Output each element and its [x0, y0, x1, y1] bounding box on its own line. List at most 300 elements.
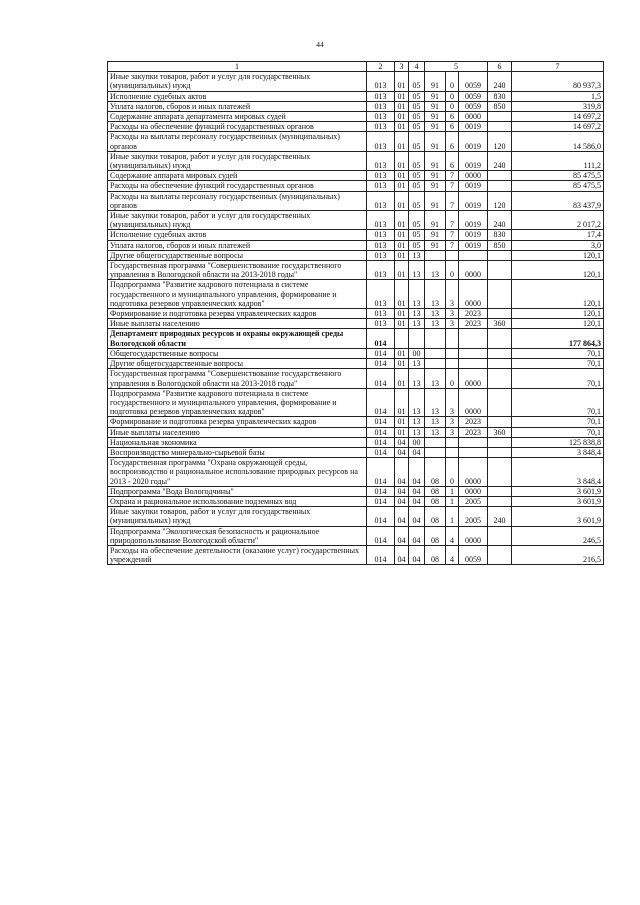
row-expense-type — [488, 171, 512, 181]
row-section-code: 01 — [395, 427, 409, 437]
row-amount: 14 586,0 — [512, 132, 604, 151]
row-subsection-code: 13 — [409, 427, 425, 437]
row-subsection-code: 05 — [409, 101, 425, 111]
row-program-code — [425, 447, 446, 457]
table-row — [108, 191, 604, 210]
row-subsection-code: 13 — [409, 359, 425, 369]
row-admin-code: 013 — [367, 101, 395, 111]
row-subsection-code: 04 — [409, 526, 425, 545]
row-section-code — [395, 329, 409, 348]
row-direction-code: 2023 — [459, 309, 488, 319]
row-amount: 70,1 — [512, 369, 604, 388]
row-admin-code: 014 — [367, 359, 395, 369]
row-admin-code: 014 — [367, 545, 395, 564]
row-subprogram-code: 3 — [446, 427, 459, 437]
row-subprogram-code: 3 — [446, 388, 459, 417]
row-admin-code: 013 — [367, 112, 395, 122]
row-program-code: 91 — [425, 230, 446, 240]
row-subprogram-code: 0 — [446, 91, 459, 101]
row-description: Уплата налогов, сборов и иных платежей — [108, 240, 367, 250]
row-section-code: 01 — [395, 319, 409, 329]
row-subsection-code: 00 — [409, 437, 425, 447]
row-program-code: 91 — [425, 112, 446, 122]
row-direction-code: 0000 — [459, 369, 488, 388]
row-subprogram-code: 7 — [446, 211, 459, 230]
row-subsection-code: 04 — [409, 486, 425, 496]
table-row — [108, 91, 604, 101]
row-expense-type — [488, 261, 512, 280]
row-expense-type — [488, 417, 512, 427]
row-description: Подпрограмма "Вода Вологодчины" — [108, 486, 367, 496]
row-description: Другие общегосударственные вопросы — [108, 359, 367, 369]
row-subprogram-code — [446, 437, 459, 447]
row-expense-type — [488, 359, 512, 369]
row-amount: 120,1 — [512, 280, 604, 309]
row-expense-type — [488, 526, 512, 545]
row-section-code: 01 — [395, 359, 409, 369]
row-subprogram-code — [446, 359, 459, 369]
row-subprogram-code: 3 — [446, 309, 459, 319]
row-subprogram-code: 6 — [446, 132, 459, 151]
row-amount: 111,2 — [512, 151, 604, 170]
row-direction-code: 2005 — [459, 496, 488, 506]
row-description: Иные выплаты населению — [108, 427, 367, 437]
row-subprogram-code: 6 — [446, 112, 459, 122]
row-program-code: 91 — [425, 122, 446, 132]
row-direction-code: 0019 — [459, 122, 488, 132]
row-direction-code: 0019 — [459, 132, 488, 151]
row-program-code: 08 — [425, 507, 446, 526]
row-amount: 70,1 — [512, 388, 604, 417]
row-direction-code: 0019 — [459, 240, 488, 250]
row-section-code: 01 — [395, 72, 409, 91]
row-expense-type: 830 — [488, 230, 512, 240]
table-row — [108, 171, 604, 181]
table-row — [108, 132, 604, 151]
row-expense-type: 240 — [488, 507, 512, 526]
row-program-code: 13 — [425, 319, 446, 329]
row-section-code: 04 — [395, 526, 409, 545]
row-section-code: 01 — [395, 181, 409, 191]
row-expense-type — [488, 280, 512, 309]
row-section-code: 01 — [395, 151, 409, 170]
row-direction-code: 0000 — [459, 486, 488, 496]
row-description: Расходы на выплаты персоналу государственных (муниципальных) органов — [108, 132, 367, 151]
row-program-code: 13 — [425, 261, 446, 280]
row-amount: 3 601,9 — [512, 507, 604, 526]
row-program-code — [425, 329, 446, 348]
row-description: Формирование и подготовка резерва управленческих кадров — [108, 417, 367, 427]
row-direction-code: 0000 — [459, 280, 488, 309]
row-expense-type: 360 — [488, 319, 512, 329]
header-cell: 5 — [425, 62, 488, 72]
row-amount: 14 697,2 — [512, 122, 604, 132]
row-section-code: 04 — [395, 437, 409, 447]
row-section-code: 04 — [395, 486, 409, 496]
row-subsection-code: 05 — [409, 112, 425, 122]
row-direction-code — [459, 348, 488, 358]
row-subprogram-code — [446, 447, 459, 457]
row-subsection-code: 04 — [409, 458, 425, 487]
row-admin-code: 013 — [367, 309, 395, 319]
table-row — [108, 388, 604, 417]
row-expense-type — [488, 329, 512, 348]
row-subprogram-code: 6 — [446, 122, 459, 132]
row-section-code: 01 — [395, 211, 409, 230]
row-admin-code: 014 — [367, 369, 395, 388]
row-program-code: 13 — [425, 309, 446, 319]
row-subsection-code: 13 — [409, 417, 425, 427]
row-section-code: 01 — [395, 369, 409, 388]
table-row — [108, 447, 604, 457]
row-description: Расходы на обеспечение функций государственных органов — [108, 122, 367, 132]
row-expense-type — [488, 447, 512, 457]
row-section-code: 04 — [395, 507, 409, 526]
row-amount: 177 864,3 — [512, 329, 604, 348]
row-direction-code — [459, 250, 488, 260]
row-expense-type: 240 — [488, 211, 512, 230]
row-program-code: 13 — [425, 280, 446, 309]
table-row — [108, 280, 604, 309]
row-admin-code: 014 — [367, 329, 395, 348]
table-row — [108, 369, 604, 388]
row-amount: 3 601,9 — [512, 496, 604, 506]
row-section-code: 01 — [395, 348, 409, 358]
row-direction-code: 0000 — [459, 526, 488, 545]
row-amount: 3 848,4 — [512, 447, 604, 457]
row-section-code: 01 — [395, 240, 409, 250]
row-admin-code: 014 — [367, 458, 395, 487]
row-subsection-code: 05 — [409, 91, 425, 101]
row-direction-code: 2023 — [459, 319, 488, 329]
row-description: Государственная программа "Совершенствование государственного управления в Вологодской области на 2013-2018 годы" — [108, 369, 367, 388]
row-expense-type — [488, 496, 512, 506]
row-admin-code: 014 — [367, 447, 395, 457]
row-admin-code: 014 — [367, 427, 395, 437]
row-admin-code: 014 — [367, 507, 395, 526]
row-expense-type: 360 — [488, 427, 512, 437]
row-direction-code: 0059 — [459, 101, 488, 111]
row-direction-code: 0000 — [459, 171, 488, 181]
row-direction-code: 0019 — [459, 151, 488, 170]
row-direction-code: 0000 — [459, 112, 488, 122]
row-subprogram-code: 0 — [446, 458, 459, 487]
row-description: Иные закупки товаров, работ и услуг для государственных (муниципальных) нужд — [108, 507, 367, 526]
table-row — [108, 496, 604, 506]
row-subsection-code: 05 — [409, 122, 425, 132]
row-program-code: 08 — [425, 545, 446, 564]
row-direction-code: 0019 — [459, 211, 488, 230]
row-description: Подпрограмма "Экологическая безопасность и рациональное природопользование Вологодской области" — [108, 526, 367, 545]
row-admin-code: 013 — [367, 240, 395, 250]
row-subsection-code: 13 — [409, 261, 425, 280]
row-direction-code — [459, 437, 488, 447]
row-admin-code: 013 — [367, 72, 395, 91]
row-program-code: 08 — [425, 458, 446, 487]
row-program-code: 91 — [425, 171, 446, 181]
row-section-code: 01 — [395, 101, 409, 111]
row-direction-code — [459, 329, 488, 348]
row-admin-code: 014 — [367, 526, 395, 545]
row-section-code: 01 — [395, 112, 409, 122]
row-admin-code: 013 — [367, 181, 395, 191]
row-expense-type — [488, 348, 512, 358]
row-amount: 83 437,9 — [512, 191, 604, 210]
row-amount: 85 475,5 — [512, 171, 604, 181]
row-amount: 70,1 — [512, 359, 604, 369]
header-cell: 7 — [512, 62, 604, 72]
row-description: Исполнение судебных актов — [108, 230, 367, 240]
row-admin-code: 014 — [367, 388, 395, 417]
row-admin-code: 013 — [367, 91, 395, 101]
row-section-code: 01 — [395, 388, 409, 417]
row-subprogram-code: 3 — [446, 319, 459, 329]
row-amount: 3 848,4 — [512, 458, 604, 487]
row-expense-type: 830 — [488, 91, 512, 101]
row-subsection-code: 05 — [409, 230, 425, 240]
row-subprogram-code: 6 — [446, 151, 459, 170]
row-subprogram-code: 7 — [446, 191, 459, 210]
row-subprogram-code: 7 — [446, 181, 459, 191]
row-program-code — [425, 250, 446, 260]
row-subsection-code: 05 — [409, 211, 425, 230]
row-direction-code: 0059 — [459, 545, 488, 564]
row-section-code: 01 — [395, 91, 409, 101]
table-row — [108, 507, 604, 526]
row-description: Подпрограмма "Развитие кадрового потенциала в системе государственного и муниципального управления, формирование и подготовка резервов управленческих кадров" — [108, 388, 367, 417]
row-subsection-code: 05 — [409, 171, 425, 181]
row-amount: 70,1 — [512, 417, 604, 427]
row-direction-code: 0000 — [459, 458, 488, 487]
row-section-code: 01 — [395, 132, 409, 151]
row-subprogram-code: 4 — [446, 545, 459, 564]
row-subsection-code: 13 — [409, 250, 425, 260]
row-subprogram-code: 0 — [446, 72, 459, 91]
row-section-code: 01 — [395, 250, 409, 260]
row-amount: 246,5 — [512, 526, 604, 545]
table-row — [108, 211, 604, 230]
row-section-code: 01 — [395, 417, 409, 427]
row-admin-code: 013 — [367, 280, 395, 309]
row-program-code: 91 — [425, 101, 446, 111]
table-row — [108, 240, 604, 250]
row-amount: 120,1 — [512, 261, 604, 280]
row-admin-code: 013 — [367, 151, 395, 170]
row-expense-type: 240 — [488, 151, 512, 170]
row-subsection-code: 13 — [409, 369, 425, 388]
row-section-code: 04 — [395, 447, 409, 457]
row-section-code: 01 — [395, 171, 409, 181]
row-program-code — [425, 359, 446, 369]
page-number: 44 — [316, 40, 324, 49]
row-direction-code: 0059 — [459, 72, 488, 91]
header-cell: 2 — [367, 62, 395, 72]
table-row — [108, 122, 604, 132]
row-amount: 3 601,9 — [512, 486, 604, 496]
row-description: Воспроизводство минерально-сырьевой базы — [108, 447, 367, 457]
row-expense-type — [488, 458, 512, 487]
row-subsection-code: 05 — [409, 72, 425, 91]
row-subsection-code: 13 — [409, 319, 425, 329]
row-section-code: 04 — [395, 458, 409, 487]
row-direction-code — [459, 359, 488, 369]
row-program-code: 91 — [425, 181, 446, 191]
row-description: Национальная экономика — [108, 437, 367, 447]
row-expense-type: 850 — [488, 101, 512, 111]
table-row — [108, 417, 604, 427]
row-subsection-code: 04 — [409, 507, 425, 526]
row-subsection-code: 05 — [409, 240, 425, 250]
table-row — [108, 359, 604, 369]
row-subsection-code: 13 — [409, 309, 425, 319]
table-row — [108, 329, 604, 348]
row-direction-code: 0000 — [459, 261, 488, 280]
row-section-code: 01 — [395, 230, 409, 240]
row-description: Охрана и рациональное использование подземных вод — [108, 496, 367, 506]
row-expense-type — [488, 545, 512, 564]
row-subsection-code: 13 — [409, 388, 425, 417]
row-description: Департамент природных ресурсов и охраны окружающей среды Вологодской области — [108, 329, 367, 348]
row-section-code: 01 — [395, 261, 409, 280]
row-subprogram-code: 7 — [446, 230, 459, 240]
row-amount: 14 697,2 — [512, 112, 604, 122]
table-row — [108, 151, 604, 170]
row-amount: 319,8 — [512, 101, 604, 111]
row-program-code: 91 — [425, 132, 446, 151]
row-expense-type — [488, 486, 512, 496]
row-program-code: 91 — [425, 91, 446, 101]
row-description: Другие общегосударственные вопросы — [108, 250, 367, 260]
row-subprogram-code: 7 — [446, 171, 459, 181]
row-admin-code: 014 — [367, 417, 395, 427]
row-subsection-code: 04 — [409, 496, 425, 506]
table-row — [108, 348, 604, 358]
row-expense-type: 240 — [488, 72, 512, 91]
row-program-code: 08 — [425, 496, 446, 506]
row-amount: 3,0 — [512, 240, 604, 250]
row-subprogram-code — [446, 348, 459, 358]
row-amount: 70,1 — [512, 348, 604, 358]
row-description: Иные закупки товаров, работ и услуг для государственных (муниципальных) нужд — [108, 151, 367, 170]
row-direction-code: 0019 — [459, 191, 488, 210]
table-row — [108, 261, 604, 280]
row-expense-type — [488, 309, 512, 319]
row-description: Подпрограмма "Развитие кадрового потенциала в системе государственного и муниципального управления, формирование и подготовка резервов управленческих кадров" — [108, 280, 367, 309]
row-admin-code: 013 — [367, 191, 395, 210]
row-direction-code: 2023 — [459, 417, 488, 427]
row-amount: 2 017,2 — [512, 211, 604, 230]
row-subprogram-code: 3 — [446, 417, 459, 427]
row-description: Государственная программа "Охрана окружающей среды, воспроизводство и рациональное использование природных ресурсов на 2013 - 2020 годы" — [108, 458, 367, 487]
row-description: Содержание аппарата мировых судей — [108, 171, 367, 181]
row-subsection-code: 05 — [409, 181, 425, 191]
row-amount: 85 475,5 — [512, 181, 604, 191]
row-admin-code: 013 — [367, 171, 395, 181]
table-row — [108, 230, 604, 240]
header-cell: 4 — [409, 62, 425, 72]
row-admin-code: 014 — [367, 348, 395, 358]
row-direction-code: 0000 — [459, 388, 488, 417]
row-subprogram-code: 0 — [446, 369, 459, 388]
row-admin-code: 013 — [367, 211, 395, 230]
row-subsection-code: 00 — [409, 348, 425, 358]
row-description: Общегосударственные вопросы — [108, 348, 367, 358]
table-row — [108, 458, 604, 487]
row-admin-code: 013 — [367, 319, 395, 329]
row-direction-code: 0019 — [459, 230, 488, 240]
table-row — [108, 309, 604, 319]
table-row — [108, 250, 604, 260]
row-subprogram-code — [446, 329, 459, 348]
row-program-code: 08 — [425, 486, 446, 496]
row-subsection-code: 04 — [409, 545, 425, 564]
row-amount: 120,1 — [512, 319, 604, 329]
row-admin-code: 013 — [367, 132, 395, 151]
table-header — [108, 62, 604, 72]
table-row — [108, 181, 604, 191]
row-subsection-code: 05 — [409, 191, 425, 210]
row-amount: 1,5 — [512, 91, 604, 101]
row-subprogram-code: 1 — [446, 507, 459, 526]
row-subsection-code: 13 — [409, 280, 425, 309]
table-row — [108, 112, 604, 122]
row-direction-code — [459, 447, 488, 457]
row-program-code: 13 — [425, 417, 446, 427]
row-amount: 120,1 — [512, 309, 604, 319]
row-subprogram-code: 3 — [446, 280, 459, 309]
table-row — [108, 437, 604, 447]
table-row — [108, 101, 604, 111]
row-description: Расходы на обеспечение функций государственных органов — [108, 181, 367, 191]
header-cell: 1 — [108, 62, 367, 72]
row-description: Иные закупки товаров, работ и услуг для государственных (муниципальных) нужд — [108, 211, 367, 230]
row-program-code: 13 — [425, 388, 446, 417]
row-description: Иные закупки товаров, работ и услуг для государственных (муниципальных) нужд — [108, 72, 367, 91]
row-expense-type — [488, 388, 512, 417]
row-direction-code: 0019 — [459, 181, 488, 191]
row-section-code: 01 — [395, 191, 409, 210]
row-expense-type — [488, 369, 512, 388]
budget-table — [107, 61, 604, 565]
row-program-code — [425, 348, 446, 358]
row-subprogram-code: 4 — [446, 526, 459, 545]
row-admin-code: 014 — [367, 437, 395, 447]
row-amount: 125 838,8 — [512, 437, 604, 447]
row-program-code: 13 — [425, 369, 446, 388]
row-subsection-code: 05 — [409, 151, 425, 170]
row-description: Уплата налогов, сборов и иных платежей — [108, 101, 367, 111]
row-subsection-code: 05 — [409, 132, 425, 151]
row-subprogram-code: 1 — [446, 486, 459, 496]
row-subsection-code: 04 — [409, 447, 425, 457]
row-expense-type — [488, 437, 512, 447]
header-cell: 3 — [395, 62, 409, 72]
row-description: Государственная программа "Совершенствование государственного управления в Вологодской области на 2013-2018 годы" — [108, 261, 367, 280]
row-direction-code: 2005 — [459, 507, 488, 526]
row-subprogram-code: 1 — [446, 496, 459, 506]
table-row — [108, 526, 604, 545]
row-program-code: 13 — [425, 427, 446, 437]
row-program-code: 91 — [425, 191, 446, 210]
row-expense-type — [488, 112, 512, 122]
row-expense-type: 120 — [488, 132, 512, 151]
row-program-code: 08 — [425, 526, 446, 545]
row-description: Исполнение судебных актов — [108, 91, 367, 101]
row-description: Расходы на обеспечение деятельности (оказание услуг) государственных учреждений — [108, 545, 367, 564]
row-program-code: 91 — [425, 240, 446, 250]
row-amount: 70,1 — [512, 427, 604, 437]
row-amount: 17,4 — [512, 230, 604, 240]
